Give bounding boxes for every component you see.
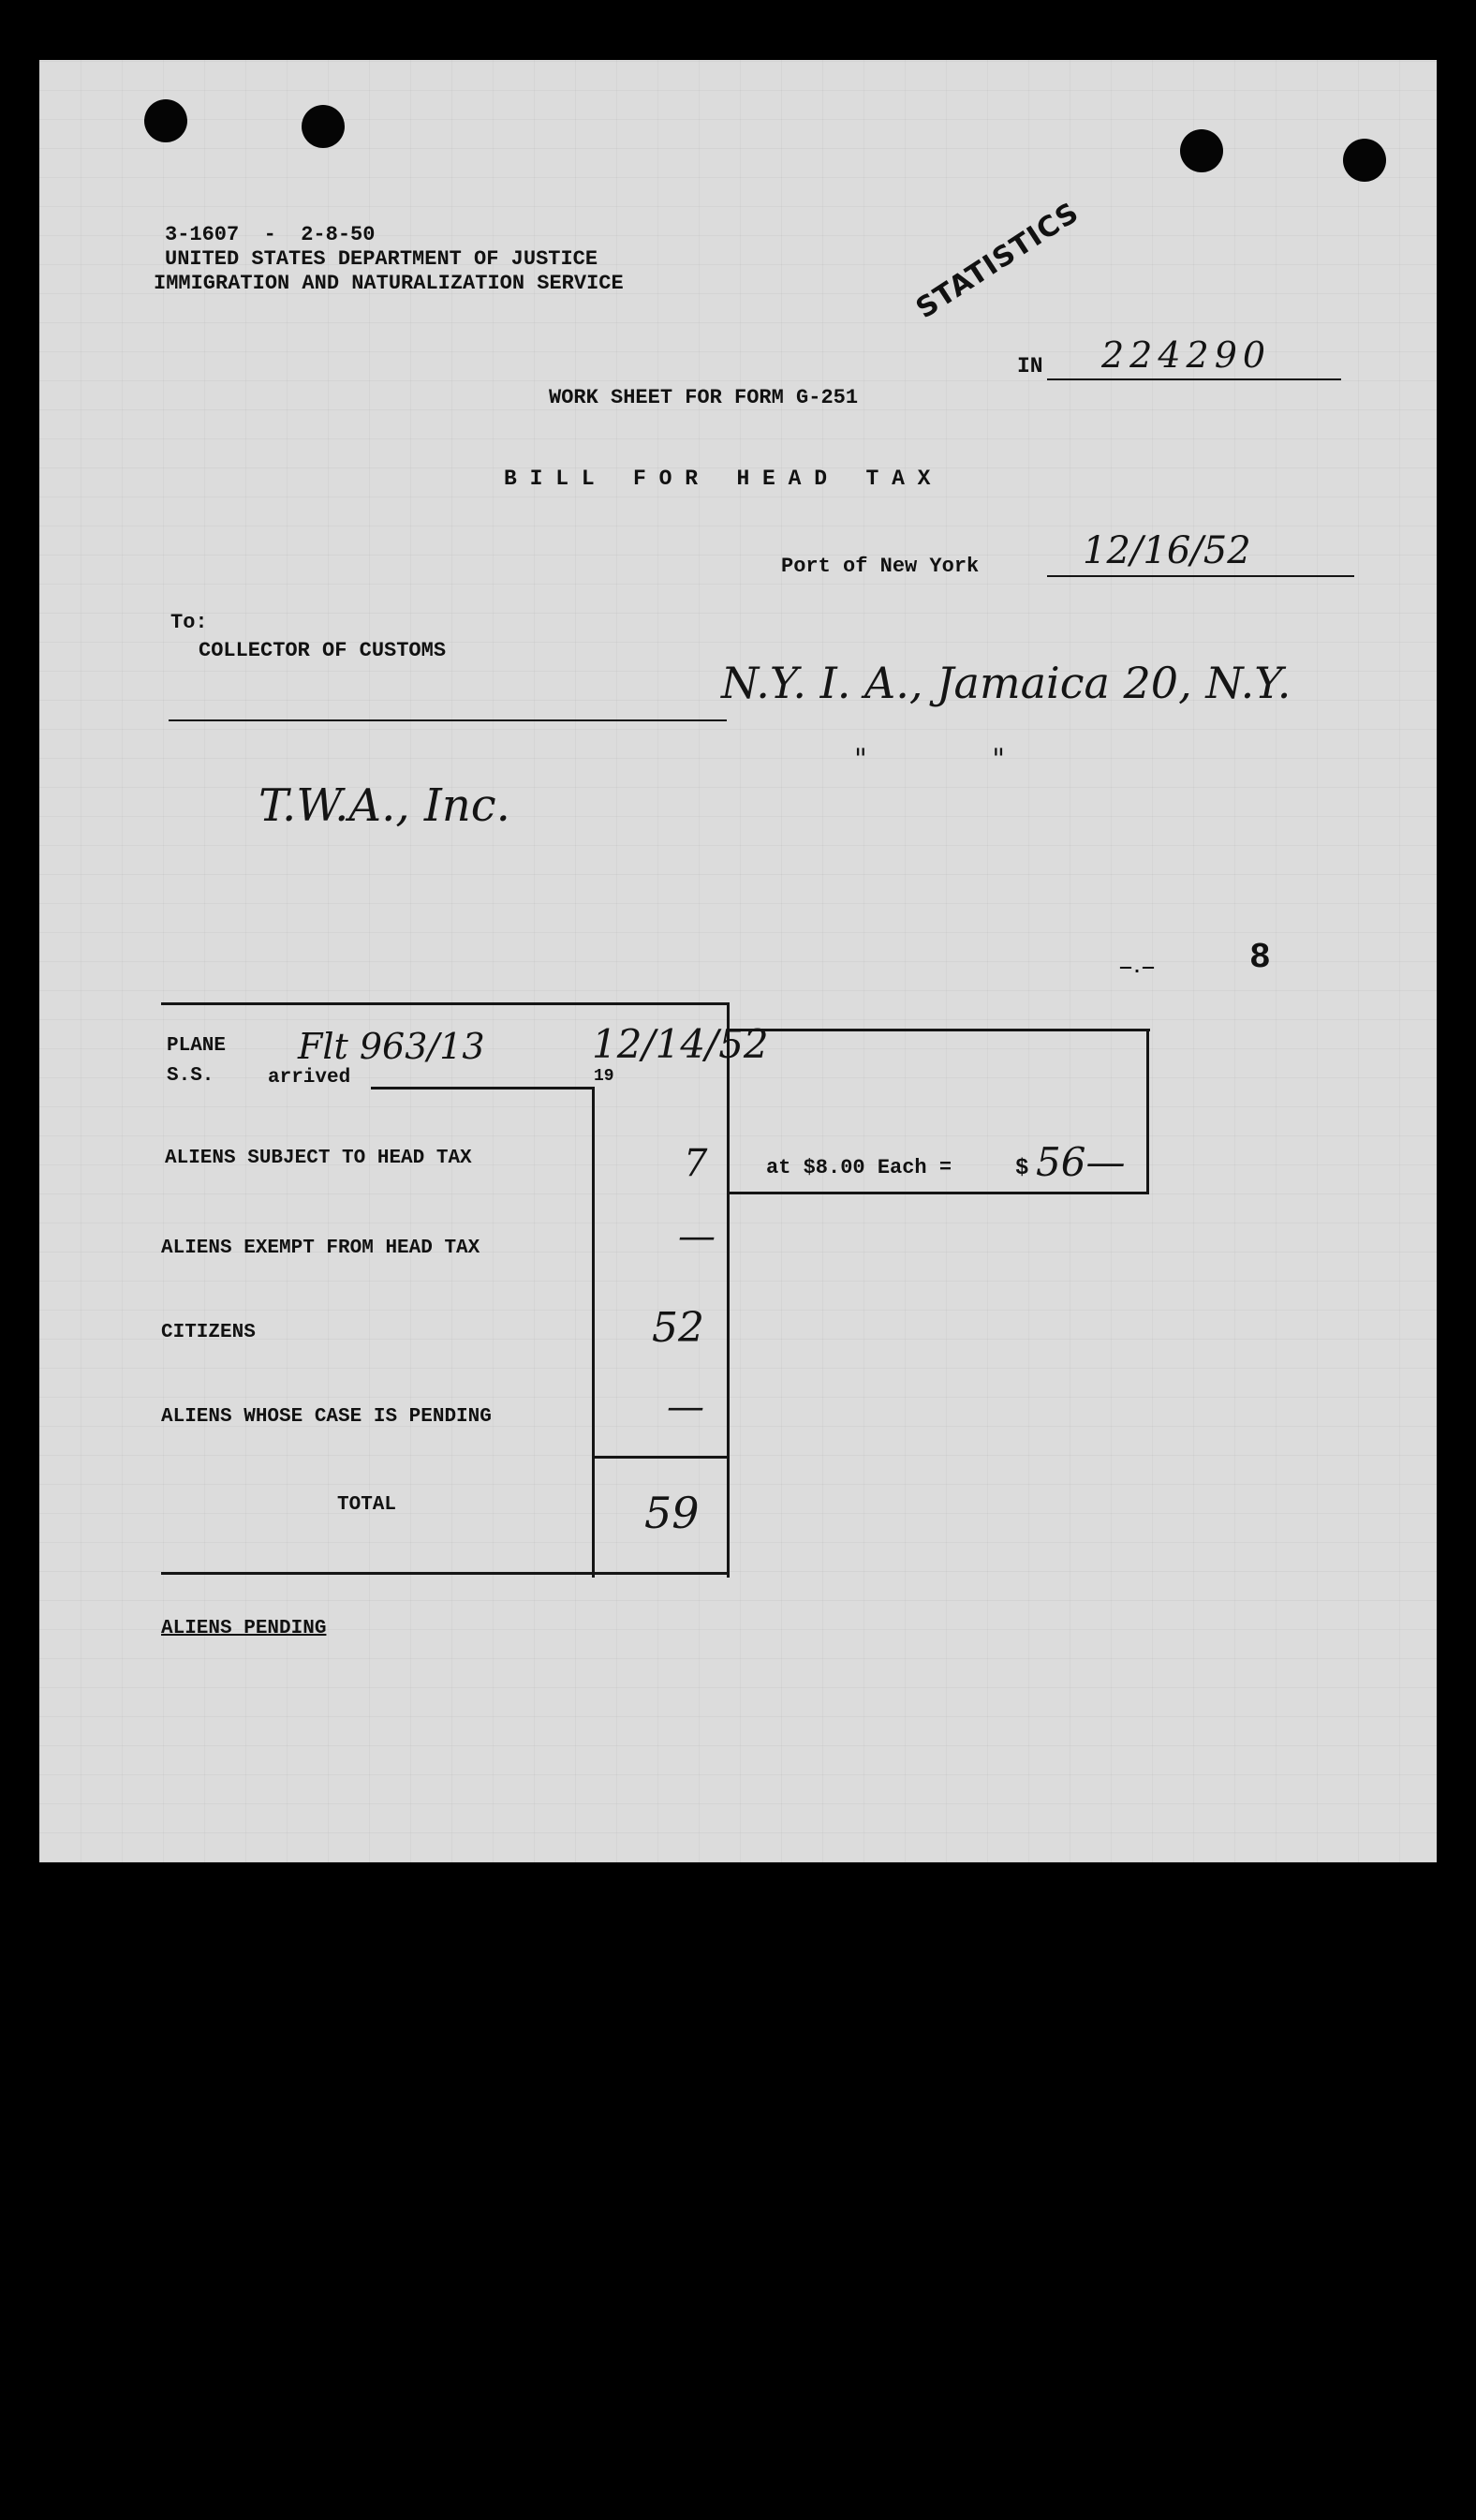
punch-hole (144, 99, 187, 142)
service-name: IMMIGRATION AND NATURALIZATION SERVICE (154, 272, 624, 295)
worksheet-title: WORK SHEET FOR FORM G-251 (549, 386, 859, 409)
row-label-pending: ALIENS WHOSE CASE IS PENDING (161, 1406, 492, 1428)
ditto-marks: " " (854, 743, 1006, 776)
row-value-citizens: 52 (652, 1304, 704, 1352)
rate-text: at $8.00 Each = (766, 1156, 952, 1179)
punch-hole (302, 105, 345, 148)
table-divider-inner (592, 1087, 595, 1578)
rate-box-top (727, 1029, 1150, 1031)
handwritten-address: N.Y. I. A., Jamaica 20, N.Y. (721, 658, 1292, 708)
arrived-underline (371, 1087, 594, 1090)
port-date-underline (1047, 575, 1354, 577)
table-top-rule (161, 1002, 729, 1005)
document-page (39, 60, 1437, 1862)
row-label-subject: ALIENS SUBJECT TO HEAD TAX (165, 1148, 472, 1169)
row-label-citizens: CITIZENS (161, 1322, 256, 1343)
rate-amount: 56— (1036, 1139, 1126, 1185)
form-code: 3-1607 - 2-8-50 (165, 223, 376, 246)
flight-number: Flt 963/13 (298, 1026, 485, 1067)
plane-label: PLANE (167, 1035, 227, 1057)
bill-title: B I L L F O R H E A D T A X (504, 467, 931, 491)
statistics-stamp: STATISTICS (910, 196, 1085, 326)
arrived-label: arrived (268, 1067, 351, 1089)
in-label: IN (1017, 354, 1043, 378)
ss-label: S.S. (167, 1065, 214, 1087)
total-value: 59 (644, 1488, 700, 1538)
rate-box-right (1146, 1029, 1149, 1193)
row-label-exempt: ALIENS EXEMPT FROM HEAD TAX (161, 1238, 480, 1259)
page-mark-dash: —.— (1120, 957, 1155, 979)
page-number: 8 (1249, 938, 1271, 978)
in-number-underline (1047, 378, 1341, 380)
row-value-subject: 7 (684, 1142, 708, 1185)
punch-hole (1343, 139, 1386, 182)
punch-hole (1180, 129, 1223, 172)
port-date: 12/16/52 (1083, 529, 1251, 572)
rate-currency: $ (1015, 1156, 1029, 1181)
collector-label: COLLECTOR OF CUSTOMS (199, 639, 447, 662)
address-underline (169, 719, 727, 721)
arrival-date: 12/14/52 (592, 1021, 769, 1067)
year-prefix: 19 (594, 1067, 614, 1086)
row-value-pending: — (667, 1386, 704, 1429)
total-label: TOTAL (337, 1494, 397, 1516)
aliens-pending-heading: ALIENS PENDING (161, 1618, 327, 1639)
total-top-rule (592, 1456, 729, 1459)
table-bottom-rule (161, 1572, 729, 1575)
port-label: Port of New York (781, 555, 980, 578)
department-name: UNITED STATES DEPARTMENT OF JUSTICE (165, 247, 598, 271)
table-divider-outer (727, 1002, 730, 1578)
to-label: To: (170, 611, 208, 634)
row-value-exempt: — (678, 1215, 716, 1258)
in-number-value: 224290 (1101, 334, 1272, 376)
rate-box-bottom (727, 1192, 1149, 1194)
handwritten-company: T.W.A., Inc. (258, 779, 510, 832)
